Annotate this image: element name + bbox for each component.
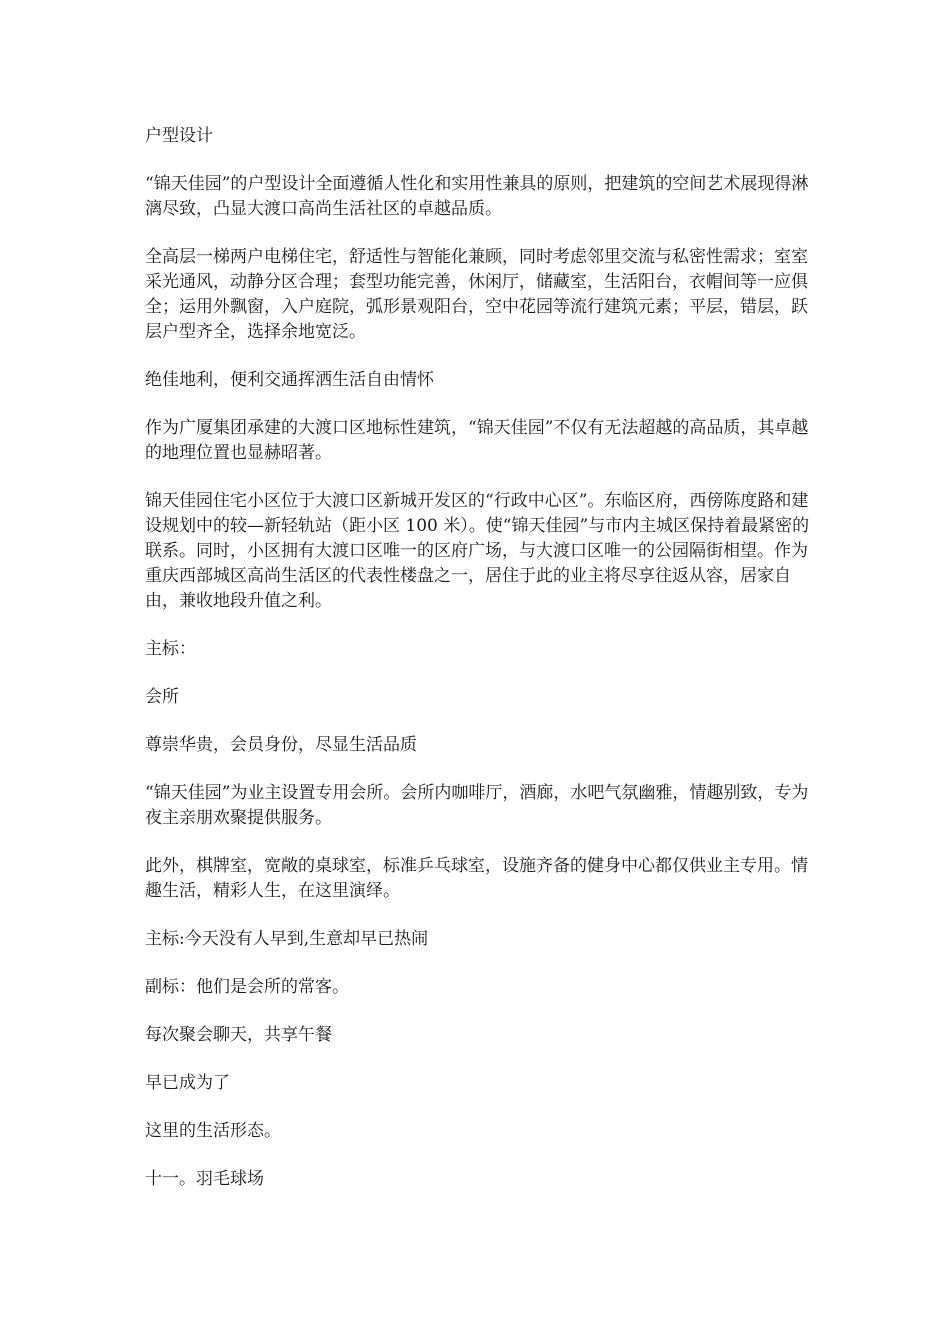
paragraph-unit-design-features: 全高层一梯两户电梯住宅，舒适性与智能化兼顾，同时考虑邻里交流与私密性需求；室室采光通风，动静分区合理；套型功能完善，休闲厅，储藏室，生活阳台，衣帽间等一应俱全；运用外飘窗，入户庭院，弧形景观阳台，空中花园等流行建筑元素；平层，错层，跃层户型齐全，选择余地宽泛。 [145,247,808,342]
line-subtitle-clubhouse: 副标：他们是会所的常客。 [145,977,349,997]
label-main-title: 主标： [145,639,196,659]
document-body [145,124,810,1215]
paragraph-clubhouse-facilities: 此外，棋牌室，宽敞的桌球室，标准乒乓球室，设施齐备的健身中心都仅供业主专用。情趣生活，精彩人生，在这里演绎。 [145,856,808,901]
line-copy-2: 早已成为了 [145,1073,230,1093]
heading-clubhouse-tagline: 尊崇华贵，会员身份，尽显生活品质 [145,735,417,755]
line-copy-1: 每次聚会聊天，共享午餐 [145,1025,332,1045]
line-copy-3: 这里的生活形态。 [145,1121,281,1141]
line-main-title-clubhouse: 主标:今天没有人早到,生意却早已热闹 [145,929,429,949]
heading-location: 绝佳地利，便利交通挥洒生活自由情怀 [145,370,434,390]
heading-clubhouse: 会所 [145,687,179,707]
heading-badminton-court: 十一。羽毛球场 [145,1169,264,1189]
paragraph-location-details: 锦天佳园住宅小区位于大渡口区新城开发区的“行政中心区”。东临区府，西傍陈度路和建设规划中的较—新轻轨站（距小区 100 米）。使“锦天佳园”与市内主城区保持着最紧密的联系。同时，小区拥有大渡口区唯一的区府广场，与大渡口区唯一的公园隔街相望。作为重庆西部城区高尚生活区的代表性楼盘之一，居住于此的业主将尽享往返从容，居家自由，兼收地段升值之利。 [145,491,810,611]
heading-unit-design: 户型设计 [145,126,213,146]
paragraph-clubhouse-intro: “锦天佳园”为业主设置专用会所。会所内咖啡厅，酒廊，水吧气氛幽雅，情趣别致，专为夜主亲朋欢聚提供服务。 [145,783,809,828]
paragraph-location-intro: 作为广厦集团承建的大渡口区地标性建筑，“锦天佳园”不仅有无法超越的高品质，其卓越的地理位置也显赫昭著。 [145,418,809,463]
paragraph-unit-design-intro: “锦天佳园”的户型设计全面遵循人性化和实用性兼具的原则，把建筑的空间艺术展现得淋漓尽致，凸显大渡口高尚生活社区的卓越品质。 [145,174,809,219]
